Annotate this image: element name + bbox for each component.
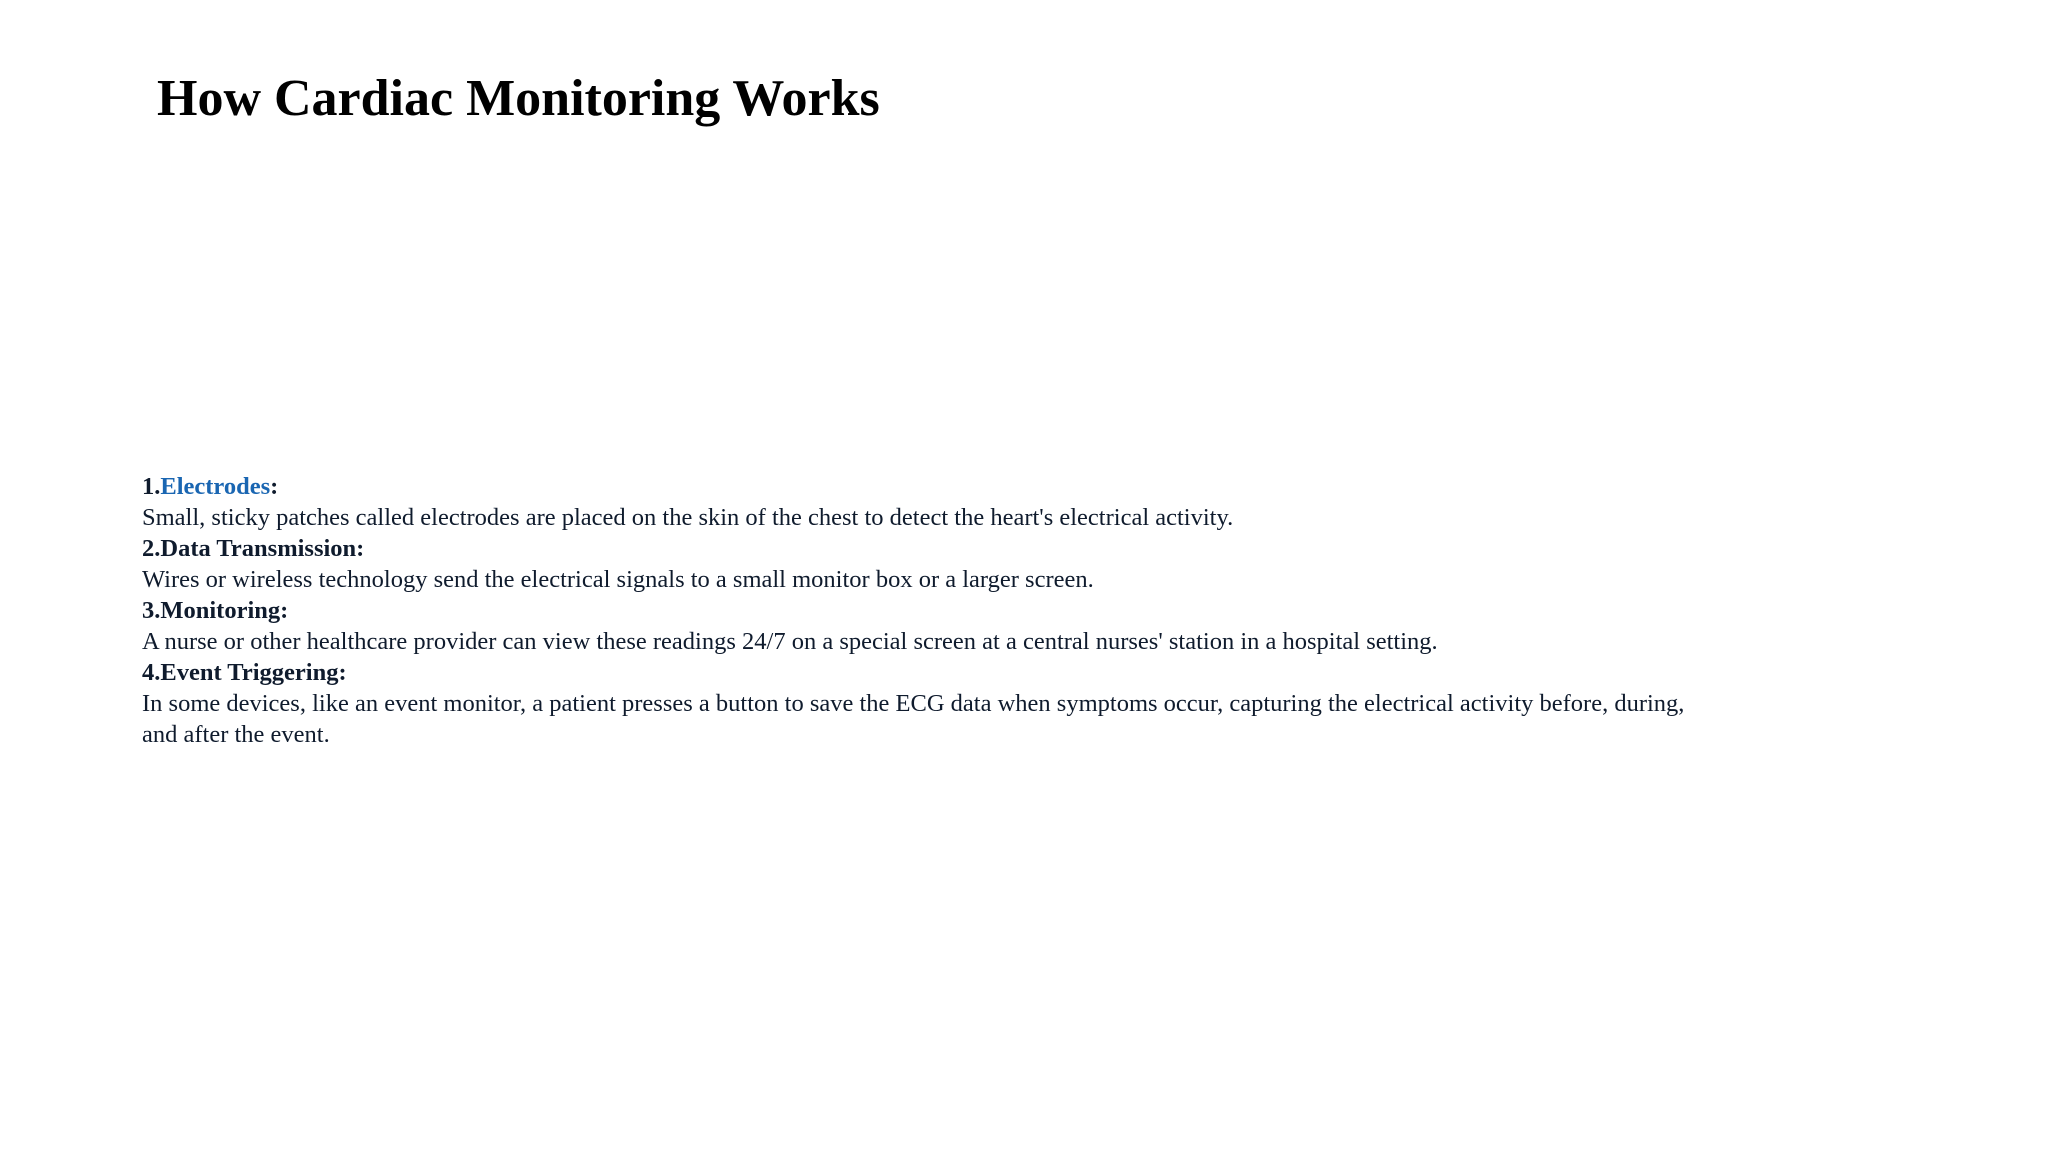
step-electrodes: [142, 471, 1702, 533]
step-term: Event Triggering:: [160, 659, 347, 686]
step-term: Monitoring:: [160, 597, 289, 624]
step-number: 3.: [142, 597, 161, 624]
step-heading: [142, 533, 1702, 564]
step-data-transmission: [142, 533, 1702, 595]
step-description: Small, sticky patches called electrodes are placed on the skin of the chest to detect the heart's electrical activity.: [142, 504, 1234, 531]
step-description: In some devices, like an event monitor, a patient presses a button to save the ECG data when symptoms occur, capturing the electrical activity before, during, and after the event.: [142, 690, 1685, 748]
step-term: Data Transmission:: [160, 535, 365, 562]
electrodes-link[interactable]: Electrodes: [160, 473, 271, 500]
step-heading: [142, 471, 1702, 502]
step-heading: [142, 657, 1702, 688]
step-number: 1.: [142, 473, 161, 500]
steps-list: [142, 471, 1702, 750]
step-monitoring: [142, 595, 1702, 657]
step-number: 4.: [142, 659, 161, 686]
page-title: How Cardiac Monitoring Works: [157, 70, 880, 127]
step-event-triggering: [142, 657, 1702, 750]
step-heading-suffix: :: [270, 473, 279, 500]
step-heading: [142, 595, 1702, 626]
step-description: A nurse or other healthcare provider can view these readings 24/7 on a special screen at a central nurses' station in a hospital setting.: [142, 628, 1438, 655]
step-number: 2.: [142, 535, 161, 562]
step-description: Wires or wireless technology send the electrical signals to a small monitor box or a larger screen.: [142, 566, 1094, 593]
